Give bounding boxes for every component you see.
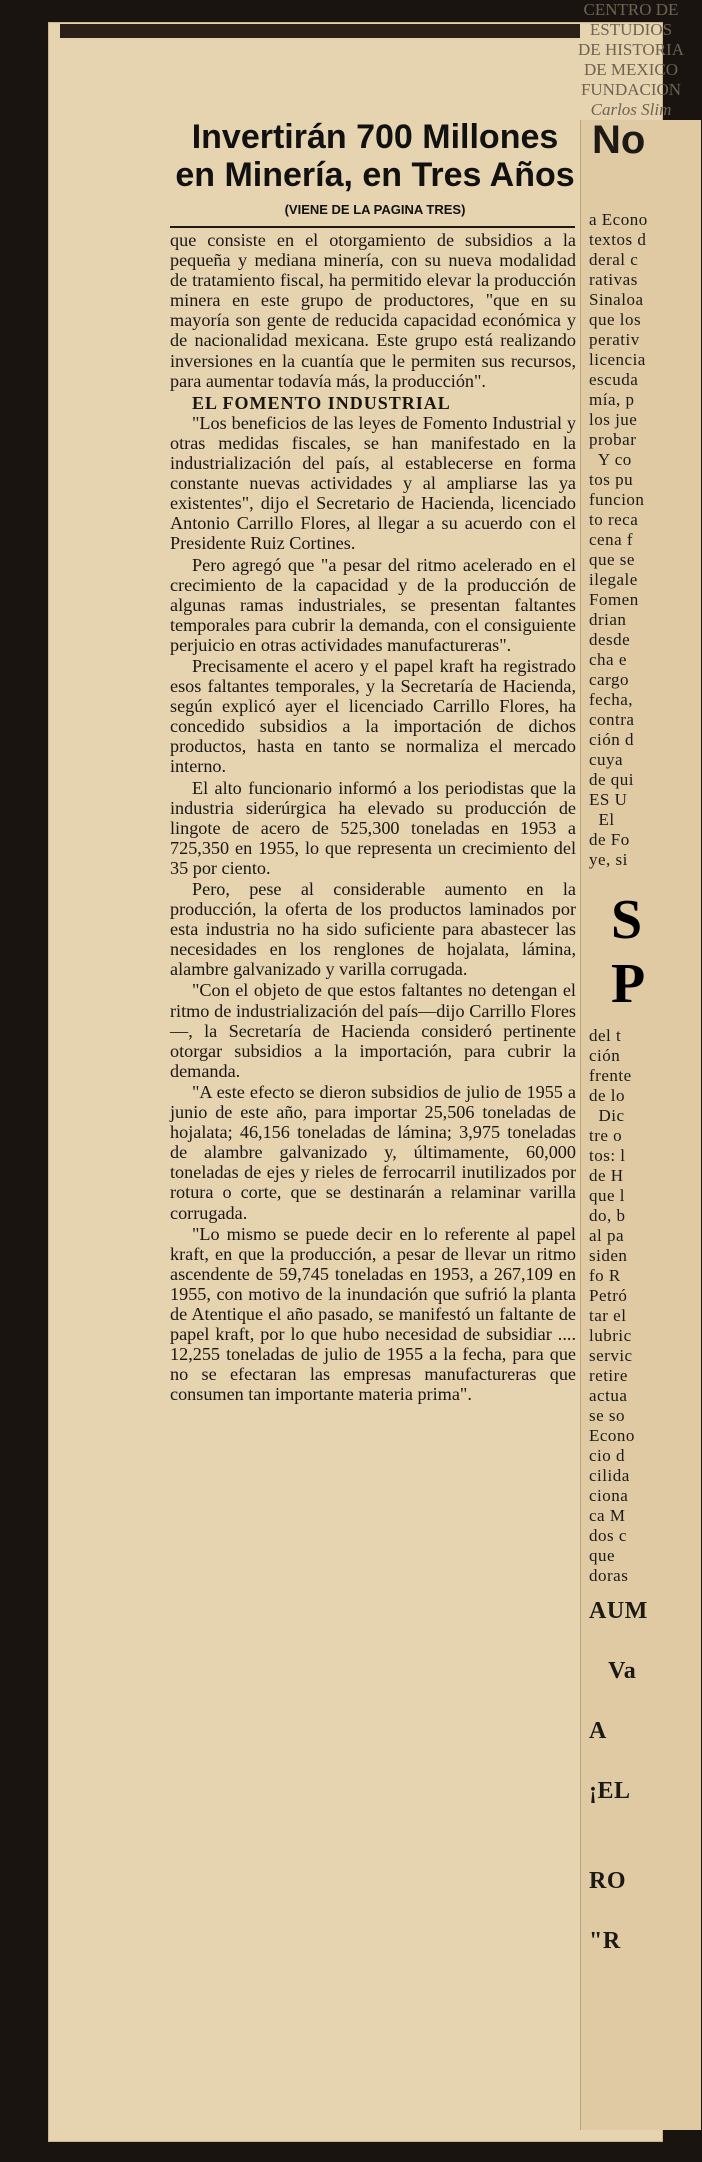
archive-stamp [566, 0, 696, 120]
paragraph: "Los beneficios de las leyes de Fomento Industrial y otras medidas fiscales, se han manifestado en la industrialización del país, al establecerse en forma constante nuevas actividades y al ampliarse las ya existentes", dijo el Secretario de Hacienda, licenciado Antonio Carrillo Flores, al llegar a su acuerdo con el Presidente Ruiz Cortines. [170, 412, 576, 554]
headline-line-2: en Minería, en Tres Años [175, 156, 575, 194]
adjacent-headline-fragment: No [592, 118, 646, 162]
article-headline [175, 118, 575, 194]
adjacent-text-middle: del t ción frente de lo Dic tre o tos: l de H que l do, b al pa siden fo R Petró tar el lubric servic retire actua se so Econo cio d cilida ciona ca M dos c que doras [589, 1026, 635, 1585]
torn-top-edge [60, 24, 580, 38]
article-body [170, 230, 576, 1405]
paragraph: "Lo mismo se puede decir en lo referente al papel kraft, en que la producción, a pesar de llevar un ritmo ascendente de 59,745 toneladas en 1953, a 267,109 en 1955, con motivo de la inundación que sufrió la planta de Atentique el año pasado, se manifestó un faltante de papel kraft, por lo que hubo necesidad de subsidiar .... 12,255 toneladas de julio de 1955 a la fecha, para que no se efectaran las empresas manufactureras que consumen tan importante materia prima". [170, 1223, 576, 1405]
adjacent-text-bottom: AUM Va A ¡EL RO "R [589, 1598, 648, 1954]
stamp-line: FUNDACION [580, 80, 682, 99]
stamp-line: DE MEXICO [584, 60, 678, 79]
headline-rule [170, 226, 575, 228]
headline-line-1: Invertirán 700 Millones [191, 118, 559, 156]
stamp-line: Carlos Slim [590, 100, 672, 119]
paragraph: que consiste en el otorgamiento de subsidios a la pequeña y mediana minería, con su nueva modalidad de tratamiento fiscal, ha permitido elevar la producción minera en este grupo de productores, "que en su mayoría son gente de reducida capacidad económica y de nacionalidad mexicana. Este grupo está realizando inversiones en la cuantía que le permiten sus recursos, para aumentar todavía más, la producción". [170, 230, 576, 391]
paragraph: "Con el objeto de que estos faltantes no detengan el ritmo de industrialización del país—dijo Carrillo Flores—, la Secretaría de Hacienda consideró pertinente otorgar subsidios a la importación, para cubrir la demanda. [170, 980, 576, 1081]
stamp-line: DE HISTORIA [578, 40, 684, 59]
paragraph: Precisamente el acero y el papel kraft ha registrado esos faltantes temporales, y la Secretaría de Hacienda, según explicó ayer el licenciado Carrillo Flores, ha concedido subsidios a la importación de dichos productos, hasta en tanto se normaliza el mercado interno. [170, 655, 576, 777]
section-heading: EL FOMENTO INDUSTRIAL [192, 392, 451, 413]
continuation-note: (VIENE DE LA PAGINA TRES) [284, 202, 466, 217]
paragraph: "A este efecto se dieron subsidios de julio de 1955 a junio de este año, para importar 25,506 toneladas de hojalata; 46,156 toneladas de lámina; 3,975 toneladas de alambre galvanizado y, últimamente, 60,000 toneladas de ejes y rieles de ferrocarril inutilizados por rotura o corte, que se destinarán a relaminar varilla corrugada. [170, 1081, 576, 1223]
stamp-line: ESTUDIOS [589, 20, 673, 39]
paragraph: Pero, pese al considerable aumento en la producción, la oferta de los productos laminados por esta industria no ha sido suficiente para abastecer las necesidades en los renglones de hojalata, lámina, alambre galvanizado y varilla corrugada. [170, 879, 576, 980]
adjacent-big-letters: S P [611, 889, 646, 1015]
paragraph: El alto funcionario informó a los periodistas que la industria siderúrgica ha elevado su producción de lingote de acero de 525,300 toneladas en 1953 a 725,350 en 1955, lo que representa un crecimiento del 35 por ciento. [170, 777, 576, 878]
stamp-line: CENTRO DE [583, 0, 679, 19]
adjacent-text-top: a Econo textos d deral c rativas Sinaloa que los perativ licencia escuda mía, p los jue probar Y co tos pu funcion to reca cena f que se ilegale Fomen drian desde cha e cargo fecha, contra ción d cuya de qui ES U El de Fo ye, si [589, 210, 648, 869]
adjacent-column-fragment [580, 120, 701, 2130]
paragraph: Pero agregó que "a pesar del ritmo acelerado en el crecimiento de la capacidad y de la producción de algunas ramas industriales, se presentan faltantes temporales para cubrir la demanda, con el consiguiente perjuicio en otras actividades manufactureras". [170, 554, 576, 655]
